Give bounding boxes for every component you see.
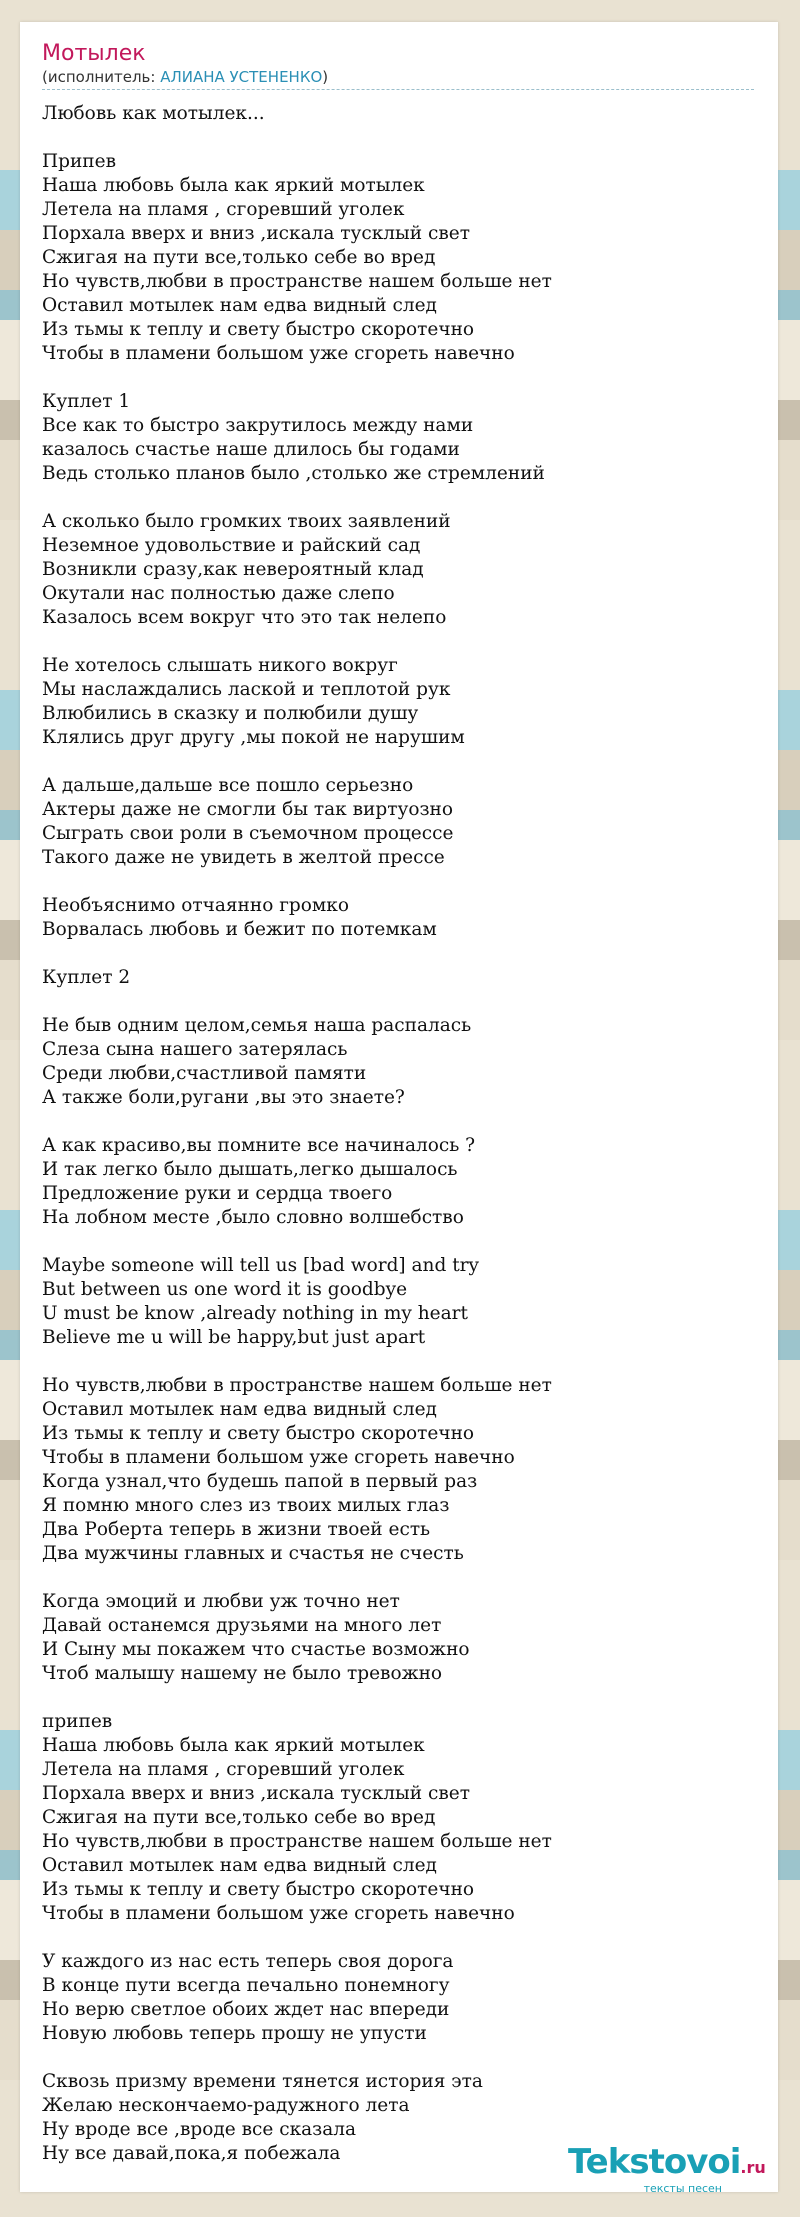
lyric-blank-line [42,1350,762,1374]
lyric-line: Но чувств,любви в пространстве нашем больше нет [42,271,552,292]
lyric-line: Но верю светлое обоих ждет нас впереди [42,1999,450,2020]
lyric-blank-line [42,1110,762,1134]
lyric-line: На лобном месте ,было словно волшебство [42,1207,464,1228]
lyric-line: Чтоб малышу нашему не было тревожно [42,1663,443,1684]
lyric-line: Порхала вверх и вниз ,искала тусклый свет [42,223,470,244]
lyric-line: Из тьмы к теплу и свету быстро скоротечно [42,1423,475,1444]
lyric-line: Казалось всем вокруг что это так нелепо [42,607,447,628]
lyric-line: Believe me u will be happy,but just apart [42,1327,426,1348]
lyric-line: Давай останемся друзьями на много лет [42,1615,442,1636]
lyric-line: Все как то быстро закрутилось между нами [42,415,474,436]
lyric-line: Неземное удовольствие и райский сад [42,535,421,556]
lyric-line: Мы наслаждались лаской и теплотой рук [42,679,451,700]
artist-prefix: (исполнитель: [42,68,161,86]
lyric-line: Необъяснимо отчаянно громко [42,895,349,916]
lyric-line: But between us one word it is goodbye [42,1279,408,1300]
lyric-blank-line [42,2046,762,2070]
lyric-blank-line [42,1230,762,1254]
lyric-line: Предложение руки и сердца твоего [42,1183,393,1204]
lyric-line: Оставил мотылек нам едва видный след [42,1855,437,1876]
lyric-blank-line [42,630,762,654]
song-header [42,40,754,90]
lyric-line: Возникли сразу,как невероятный клад [42,559,424,580]
lyric-line: Когда узнал,что будешь папой в первый раз [42,1471,478,1492]
lyric-line: Влюбились в сказку и полюбили душу [42,703,419,724]
lyric-line: Два мужчины главных и счастья не счесть [42,1543,464,1564]
logo-wordmark [568,2144,778,2186]
artist-suffix: ) [322,68,329,86]
lyric-line: И Сыну мы покажем что счастье возможно [42,1639,470,1660]
lyric-line: Оставил мотылек нам едва видный след [42,1399,437,1420]
logo-tagline: тексты песен [643,2182,722,2195]
lyric-blank-line [42,1566,762,1590]
lyric-line: Чтобы в пламени большом уже сгореть навечно [42,1903,515,1924]
lyric-line: казалось счастье наше длилось бы годами [42,439,460,460]
lyric-line: Когда эмоций и любви уж точно нет [42,1591,400,1612]
lyric-line: Наша любовь была как яркий мотылек [42,1735,425,1756]
lyric-blank-line [42,486,762,510]
lyric-line: В конце пути всегда печально понемногу [42,1975,450,1996]
artist-link[interactable]: АЛИАНА УСТЕНЕНКО [160,68,323,86]
lyric-blank-line [42,942,762,966]
lyric-line: Среди любви,счастливой памяти [42,1063,367,1084]
lyric-line: Летела на пламя , сгоревший уголек [42,199,405,220]
lyric-line: Такого даже не увидеть в желтой прессе [42,847,445,868]
lyric-line: Сквозь призму времени тянется история эта [42,2071,483,2092]
lyric-line: Окутали нас полностью даже слепо [42,583,395,604]
lyric-line: U must be know ,already nothing in my heart [42,1303,468,1324]
logo-tld: .ru [740,2158,766,2177]
lyric-blank-line [42,1686,762,1710]
song-title: Мотылек [42,41,146,66]
lyric-line: Но чувств,любви в пространстве нашем больше нет [42,1831,552,1852]
artist-line [42,68,754,90]
lyric-line: Новую любовь теперь прошу не упусти [42,2023,427,2044]
lyric-line: А также боли,ругани ,вы это знаете? [42,1087,405,1108]
lyric-line: Наша любовь была как яркий мотылек [42,175,425,196]
lyric-blank-line [42,1926,762,1950]
lyric-line: Maybe someone will tell us [bad word] and try [42,1255,479,1276]
lyric-blank-line [42,126,762,150]
lyric-line: Не быв одним целом,семья наша распалась [42,1015,472,1036]
lyric-line: Не хотелось слышать никого вокруг [42,655,398,676]
lyric-line: Я помню много слез из твоих милых глаз [42,1495,450,1516]
lyric-line: Сжигая на пути все,только себе во вред [42,1807,436,1828]
lyric-line: Летела на пламя , сгоревший уголек [42,1759,405,1780]
lyric-line: Ну все давай,пока,я побежала [42,2143,341,2164]
lyric-line: Ведь столько планов было ,столько же стремлений [42,463,545,484]
lyric-line: Порхала вверх и вниз ,искала тусклый свет [42,1783,470,1804]
lyric-line: Слеза сына нашего затерялась [42,1039,348,1060]
lyric-line: Сыграть свои роли в съемочном процессе [42,823,454,844]
logo-name: Tekstovoi [568,2142,741,2182]
lyric-line: Ну вроде все ,вроде все сказала [42,2119,357,2140]
lyric-line: Сжигая на пути все,только себе во вред [42,247,436,268]
lyric-line: Ворвалась любовь и бежит по потемкам [42,919,437,940]
lyric-line: Клялись друг другу ,мы покой не нарушим [42,727,465,748]
lyric-blank-line [42,750,762,774]
lyric-line: Желаю нескончаемо-радужного лета [42,2095,410,2116]
lyric-line: Из тьмы к теплу и свету быстро скоротечно [42,1879,475,1900]
lyrics-text [42,102,762,2166]
lyric-line: Любовь как мотылек... [42,103,265,124]
lyric-line: Но чувств,любви в пространстве нашем больше нет [42,1375,552,1396]
lyric-line: Куплет 2 [42,967,131,988]
lyric-line: Актеры даже не смогли бы так виртуозно [42,799,454,820]
lyric-line: Припев [42,151,116,172]
lyric-line: Чтобы в пламени большом уже сгореть навечно [42,1447,515,1468]
lyric-blank-line [42,990,762,1014]
lyric-line: Чтобы в пламени большом уже сгореть навечно [42,343,515,364]
lyric-line: Оставил мотылек нам едва видный след [42,295,437,316]
lyric-line: припев [42,1711,113,1732]
site-logo[interactable] [568,2144,778,2195]
lyric-blank-line [42,366,762,390]
lyric-line: Два Роберта теперь в жизни твоей есть [42,1519,431,1540]
lyric-line: И так легко было дышать,легко дышалось [42,1159,458,1180]
lyric-line: А как красиво,вы помните все начиналось ? [42,1135,476,1156]
lyric-line: Из тьмы к теплу и свету быстро скоротечно [42,319,475,340]
lyric-line: А дальше,дальше все пошло серьезно [42,775,414,796]
lyrics-card [20,22,778,2195]
lyric-line: Куплет 1 [42,391,131,412]
lyric-blank-line [42,870,762,894]
lyric-line: У каждого из нас есть теперь своя дорога [42,1951,454,1972]
lyric-line: А сколько было громких твоих заявлений [42,511,451,532]
